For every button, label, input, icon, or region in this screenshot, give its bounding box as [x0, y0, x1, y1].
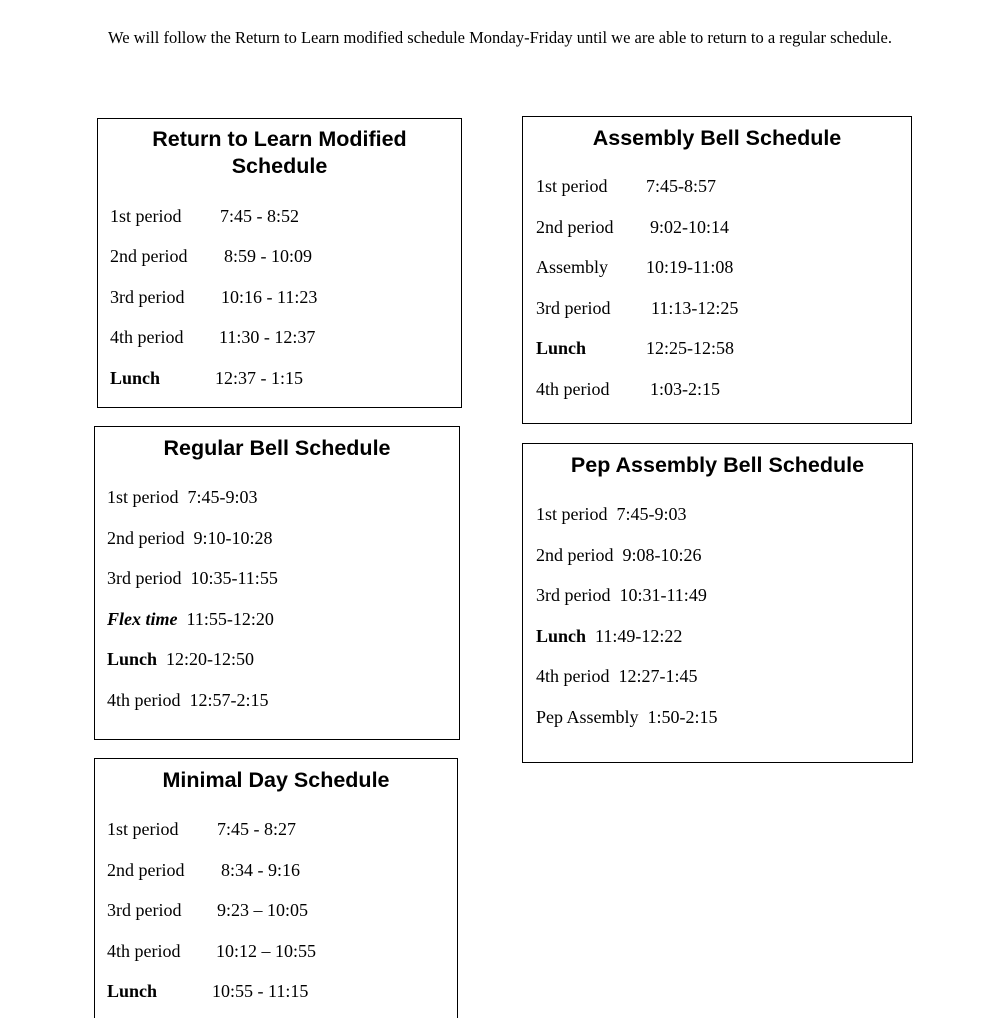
period-label: 1st period — [107, 819, 179, 839]
schedule-row — [536, 584, 707, 606]
period-time: 12:57-2:15 — [189, 690, 269, 710]
intro-text: We will follow the Return to Learn modified schedule Monday-Friday until we are able to return to a regular schedule. — [107, 28, 892, 47]
period-label: 2nd period — [107, 860, 185, 880]
period-time: 9:02-10:14 — [650, 217, 729, 237]
period-time: 12:27-1:45 — [618, 666, 698, 686]
schedule-row — [536, 706, 718, 728]
period-label: Lunch — [536, 626, 587, 646]
period-time: 10:31-11:49 — [619, 585, 707, 605]
period-time: 10:55 - 11:15 — [212, 981, 309, 1001]
period-time: 8:59 - 10:09 — [224, 246, 312, 266]
period-time: 12:25-12:58 — [646, 338, 734, 358]
period-time: 7:45-9:03 — [616, 504, 687, 524]
period-label: Lunch — [107, 649, 158, 669]
period-label: 3rd period — [107, 900, 182, 920]
regular-title: Regular Bell Schedule — [163, 436, 391, 460]
schedule-row — [107, 608, 274, 630]
period-label: 3rd period — [110, 287, 185, 307]
period-time: 1:03-2:15 — [650, 379, 720, 399]
period-label: 3rd period — [536, 585, 611, 605]
minimal-day-title: Minimal Day Schedule — [162, 768, 390, 792]
period-time: 9:10-10:28 — [193, 528, 273, 548]
period-label: 4th period — [107, 941, 181, 961]
period-label: 3rd period — [107, 568, 182, 588]
period-time: 9:08-10:26 — [622, 545, 702, 565]
period-label: 2nd period — [536, 217, 614, 237]
schedule-row — [107, 648, 254, 670]
pep-assembly-title: Pep Assembly Bell Schedule — [570, 453, 865, 477]
schedule-row — [536, 625, 682, 647]
period-label: 4th period — [107, 690, 181, 710]
period-time: 12:20-12:50 — [166, 649, 255, 669]
period-label: 2nd period — [110, 246, 188, 266]
period-label: 4th period — [536, 379, 610, 399]
period-label: 4th period — [110, 327, 184, 347]
period-label: 1st period — [107, 487, 179, 507]
schedule-row — [107, 567, 278, 589]
minimal-day-schedule-box — [94, 758, 458, 1018]
period-label: Pep Assembly — [536, 707, 639, 727]
assembly-title: Assembly Bell Schedule — [592, 126, 842, 150]
period-label: 1st period — [536, 176, 608, 196]
period-label: 1st period — [536, 504, 608, 524]
period-time: 9:23 – 10:05 — [217, 900, 309, 920]
schedule-row — [107, 689, 269, 711]
period-time: 7:45-9:03 — [187, 487, 258, 507]
period-time: 8:34 - 9:16 — [221, 860, 300, 880]
period-time: 7:45-8:57 — [646, 176, 716, 196]
period-time: 10:35-11:55 — [190, 568, 278, 588]
schedule-row — [536, 665, 698, 687]
period-time: 11:13-12:25 — [651, 298, 739, 318]
period-time: 7:45 - 8:52 — [220, 206, 299, 226]
schedule-row — [107, 486, 258, 508]
period-time: 10:16 - 11:23 — [221, 287, 318, 307]
assembly-schedule-box — [522, 116, 912, 424]
regular-schedule-box — [94, 426, 460, 740]
period-time: 7:45 - 8:27 — [217, 819, 296, 839]
period-time: 11:49-12:22 — [595, 626, 683, 646]
period-time: 11:55-12:20 — [186, 609, 274, 629]
period-time: 11:30 - 12:37 — [219, 327, 316, 347]
period-time: 12:37 - 1:15 — [215, 368, 303, 388]
period-label: 2nd period — [107, 528, 185, 548]
period-label: Lunch — [110, 368, 161, 388]
schedule-row — [536, 503, 687, 525]
period-label: Lunch — [536, 338, 587, 358]
period-label: Assembly — [536, 257, 608, 277]
period-label: 2nd period — [536, 545, 614, 565]
return-to-learn-title — [98, 126, 461, 180]
period-time: 10:19-11:08 — [646, 257, 734, 277]
pep-assembly-schedule-box — [522, 443, 913, 763]
return-to-learn-schedule-box — [97, 118, 462, 408]
period-time: 1:50-2:15 — [647, 707, 718, 727]
schedule-row — [536, 544, 701, 566]
return-to-learn-title-line1: Return to Learn Modified — [152, 127, 407, 151]
period-label: Flex time — [107, 609, 178, 629]
period-time: 10:12 – 10:55 — [216, 941, 317, 961]
return-to-learn-title-line2: Schedule — [231, 154, 328, 178]
period-label: Lunch — [107, 981, 158, 1001]
period-label: 3rd period — [536, 298, 611, 318]
period-label: 1st period — [110, 206, 182, 226]
period-label: 4th period — [536, 666, 610, 686]
schedule-row — [107, 527, 272, 549]
